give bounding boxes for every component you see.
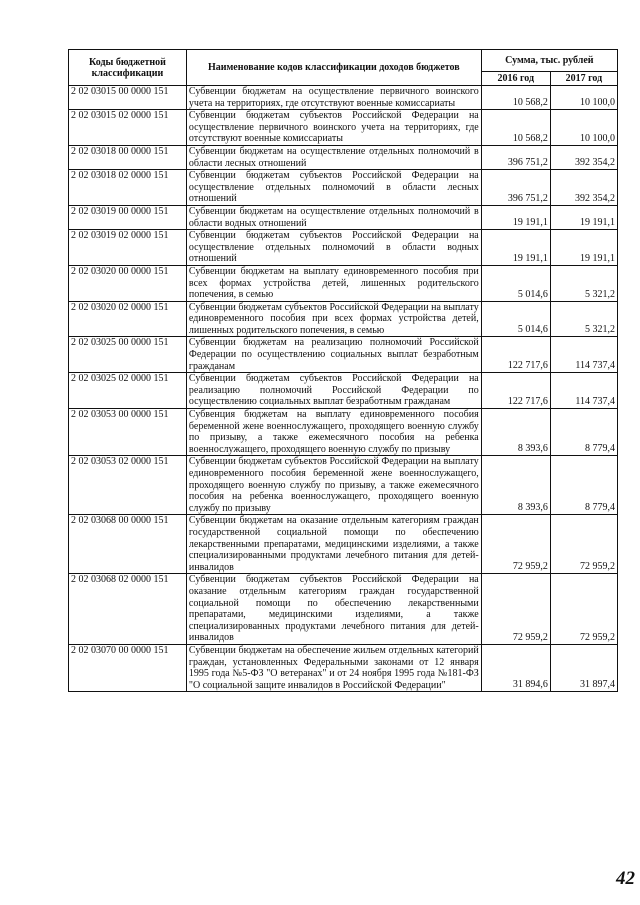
description-cell: Субвенции бюджетам на выплату единовременного пособия при всех формах устройства детей, лишенных родительского попечения, в семью [186, 265, 481, 301]
table-row [69, 373, 618, 409]
table-row [69, 301, 618, 337]
description-cell: Субвенции бюджетам субъектов Российской Федерации на выплату единовременного пособия при всех формах устройства детей, лишенных родительского попечения, в семью [186, 301, 481, 337]
budget-code-cell: 2 02 03053 00 0000 151 [69, 409, 187, 456]
budget-code-cell: 2 02 03015 00 0000 151 [69, 86, 187, 110]
table-row [69, 409, 618, 456]
table-row [69, 145, 618, 169]
header-year-2016: 2016 год [481, 72, 550, 86]
amount-2016-cell: 31 894,6 [481, 644, 550, 691]
budget-code-cell: 2 02 03068 00 0000 151 [69, 515, 187, 574]
header-codes: Коды бюджетной классификации [69, 50, 187, 86]
table-row [69, 337, 618, 373]
amount-2016-cell: 122 717,6 [481, 337, 550, 373]
amount-2017-cell: 392 354,2 [550, 145, 617, 169]
table-row [69, 170, 618, 206]
budget-code-cell: 2 02 03070 00 0000 151 [69, 644, 187, 691]
description-cell: Субвенции бюджетам субъектов Российской Федерации на осуществление отдельных полномочий в области водных отношений [186, 230, 481, 266]
amount-2016-cell: 10 568,2 [481, 110, 550, 146]
table-row [69, 265, 618, 301]
page-number: 42 [616, 868, 635, 889]
budget-code-cell: 2 02 03020 02 0000 151 [69, 301, 187, 337]
budget-code-cell: 2 02 03019 02 0000 151 [69, 230, 187, 266]
description-cell: Субвенция бюджетам на выплату единовременного пособия беременной жене военнослужащего, проходящего военную службу по призыву, а также ежемесячного пособия на ребенка военнослужащего, проходящего военную службу по призыву [186, 409, 481, 456]
amount-2017-cell: 8 779,4 [550, 409, 617, 456]
amount-2017-cell: 19 191,1 [550, 230, 617, 266]
budget-code-cell: 2 02 03019 00 0000 151 [69, 205, 187, 229]
amount-2016-cell: 19 191,1 [481, 205, 550, 229]
amount-2017-cell: 8 779,4 [550, 456, 617, 515]
amount-2017-cell: 114 737,4 [550, 337, 617, 373]
amount-2016-cell: 396 751,2 [481, 170, 550, 206]
amount-2017-cell: 72 959,2 [550, 515, 617, 574]
table-row [69, 205, 618, 229]
amount-2016-cell: 72 959,2 [481, 574, 550, 645]
amount-2017-cell: 31 897,4 [550, 644, 617, 691]
budget-income-table [68, 49, 618, 692]
table-row [69, 574, 618, 645]
description-cell: Субвенции бюджетам на осуществление первичного воинского учета на территориях, где отсутствуют военные комиссариаты [186, 86, 481, 110]
description-cell: Субвенции бюджетам на осуществление отдельных полномочий в области лесных отношений [186, 145, 481, 169]
amount-2016-cell: 8 393,6 [481, 409, 550, 456]
amount-2016-cell: 10 568,2 [481, 86, 550, 110]
amount-2017-cell: 10 100,0 [550, 110, 617, 146]
header-year-2017: 2017 год [550, 72, 617, 86]
description-cell: Субвенции бюджетам на реализацию полномочий Российской Федерации по осуществлению социальных выплат безработным гражданам [186, 337, 481, 373]
amount-2016-cell: 5 014,6 [481, 265, 550, 301]
budget-code-cell: 2 02 03015 02 0000 151 [69, 110, 187, 146]
amount-2016-cell: 72 959,2 [481, 515, 550, 574]
budget-code-cell: 2 02 03025 00 0000 151 [69, 337, 187, 373]
budget-code-cell: 2 02 03018 00 0000 151 [69, 145, 187, 169]
description-cell: Субвенции бюджетам субъектов Российской Федерации на выплату единовременного пособия беременной жене военнослужащего, проходящего военную службу по призыву, а также ежемесячного пособия на ребенка военнослужащего, проходящего военную службу по призыву [186, 456, 481, 515]
budget-code-cell: 2 02 03068 02 0000 151 [69, 574, 187, 645]
table-row [69, 86, 618, 110]
budget-code-cell: 2 02 03018 02 0000 151 [69, 170, 187, 206]
budget-code-cell: 2 02 03020 00 0000 151 [69, 265, 187, 301]
amount-2016-cell: 5 014,6 [481, 301, 550, 337]
amount-2017-cell: 5 321,2 [550, 301, 617, 337]
amount-2017-cell: 392 354,2 [550, 170, 617, 206]
amount-2017-cell: 72 959,2 [550, 574, 617, 645]
table-row [69, 644, 618, 691]
amount-2016-cell: 122 717,6 [481, 373, 550, 409]
header-name: Наименование кодов классификации доходов бюджетов [186, 50, 481, 86]
budget-code-cell: 2 02 03025 02 0000 151 [69, 373, 187, 409]
amount-2016-cell: 396 751,2 [481, 145, 550, 169]
table-row [69, 230, 618, 266]
amount-2017-cell: 19 191,1 [550, 205, 617, 229]
description-cell: Субвенции бюджетам на осуществление отдельных полномочий в области водных отношений [186, 205, 481, 229]
description-cell: Субвенции бюджетам субъектов Российской Федерации на осуществление первичного воинского учета на территориях, где отсутствуют военные комиссариаты [186, 110, 481, 146]
amount-2017-cell: 5 321,2 [550, 265, 617, 301]
description-cell: Субвенции бюджетам субъектов Российской Федерации на оказание отдельным категориям граждан государственной социальной помощи по обеспечению лекарственными препаратами, медицинскими изделиями, а также специализированных продуктами лечебного питания для детей-инвалидов [186, 574, 481, 645]
description-cell: Субвенции бюджетам на оказание отдельным категориям граждан государственной социальной помощи по обеспечению лекарственными препаратами, медицинскими изделиями, а также специализированными продуктами лечебного питания для детей-инвалидов [186, 515, 481, 574]
amount-2016-cell: 19 191,1 [481, 230, 550, 266]
description-cell: Субвенции бюджетам субъектов Российской Федерации на осуществление отдельных полномочий в области лесных отношений [186, 170, 481, 206]
table-body [69, 86, 618, 692]
amount-2016-cell: 8 393,6 [481, 456, 550, 515]
description-cell: Субвенции бюджетам субъектов Российской Федерации на реализацию полномочий Российской Федерации по осуществлению социальных выплат безработным гражданам [186, 373, 481, 409]
description-cell: Субвенции бюджетам на обеспечение жильем отдельных категорий граждан, установленных Федеральными законами от 12 января 1995 года №5-ФЗ "О ветеранах" и от 24 ноября 1995 года №181-ФЗ "О социальной защите инвалидов в Российской Федерации" [186, 644, 481, 691]
amount-2017-cell: 114 737,4 [550, 373, 617, 409]
budget-code-cell: 2 02 03053 02 0000 151 [69, 456, 187, 515]
amount-2017-cell: 10 100,0 [550, 86, 617, 110]
table-row [69, 110, 618, 146]
table-row [69, 456, 618, 515]
header-sum: Сумма, тыс. рублей [481, 50, 617, 72]
table-row [69, 515, 618, 574]
